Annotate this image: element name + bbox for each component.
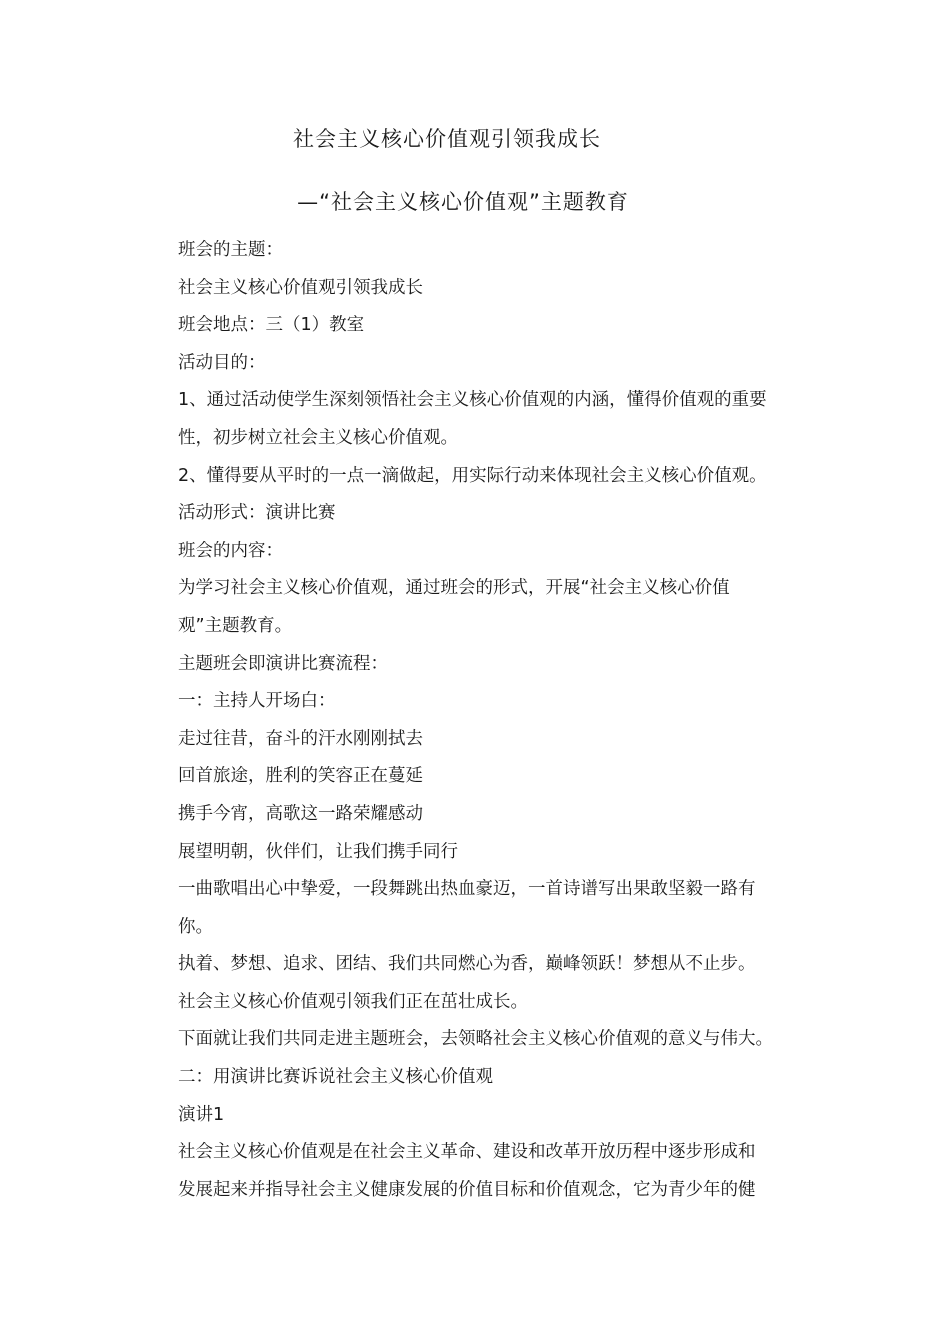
body-line: 班会地点：三（1）教室 [178, 315, 365, 336]
body-line: 一曲歌唱出心中挚爱，一段舞跳出热血豪迈，一首诗谱写出果敢坚毅一路有 [178, 879, 756, 900]
body-line: 二：用演讲比赛诉说社会主义核心价值观 [178, 1067, 493, 1088]
document-subtitle: —“社会主义核心价值观”主题教育 [297, 190, 629, 214]
body-line: 观”主题教育。 [178, 615, 293, 636]
body-line: 班会的主题： [178, 240, 283, 260]
body-line: 下面就让我们共同走进主题班会，去领略社会主义核心价值观的意义与伟大。 [178, 1029, 773, 1050]
document-title: 社会主义核心价值观引领我成长 [293, 127, 601, 151]
body-line: 活动目的： [178, 352, 266, 373]
body-line: 发展起来并指导社会主义健康发展的价值目标和价值观念，它为青少年的健 [178, 1179, 756, 1200]
body-line: 活动形式：演讲比赛 [178, 503, 336, 524]
body-line: 为学习社会主义核心价值观，通过班会的形式，开展“社会主义核心价值 [178, 578, 730, 599]
body-line: 社会主义核心价值观引领我成长 [178, 277, 423, 298]
body-line: 展望明朝，伙伴们，让我们携手同行 [178, 841, 458, 862]
body-line: 执着、梦想、追求、团结、我们共同燃心为香，巅峰领跃！梦想从不止步。 [178, 954, 756, 975]
body-line: 携手今宵，高歌这一路荣耀感动 [178, 803, 423, 824]
body-line: 演讲1 [178, 1104, 225, 1125]
body-line: 回首旅途，胜利的笑容正在蔓延 [178, 766, 423, 787]
body-line: 主题班会即演讲比赛流程： [178, 653, 388, 674]
body-line: 一：主持人开场白： [178, 691, 336, 712]
body-line: 性，初步树立社会主义核心价值观。 [178, 427, 458, 448]
body-line: 1、通过活动使学生深刻领悟社会主义核心价值观的内涵，懂得价值观的重要 [178, 390, 767, 411]
body-line: 班会的内容： [178, 540, 283, 561]
body-line: 2、懂得要从平时的一点一滴做起，用实际行动来体现社会主义核心价值观。 [178, 465, 767, 486]
body-line: 走过往昔，奋斗的汗水刚刚拭去 [178, 728, 423, 749]
body-line: 你。 [178, 916, 213, 937]
document-body [178, 232, 828, 1209]
body-line: 社会主义核心价值观引领我们正在茁壮成长。 [178, 991, 528, 1012]
body-line: 社会主义核心价值观是在社会主义革命、建设和改革开放历程中逐步形成和 [178, 1142, 756, 1163]
